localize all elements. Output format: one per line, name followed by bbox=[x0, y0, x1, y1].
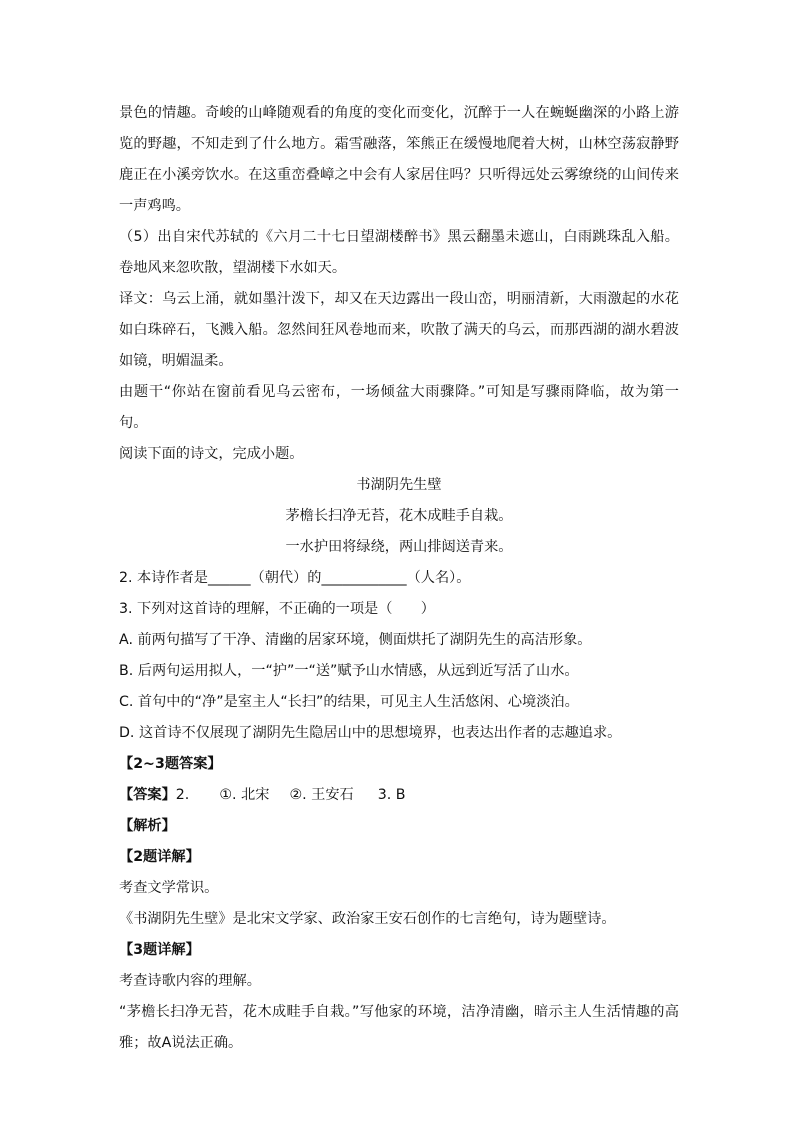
translation-paragraph-continued: 景色的情趣。奇峻的山峰随观看的角度的变化而变化，沉醉于一人在蜿蜒幽深的小路上游览的野趣，不知走到了什么地方。霜雪融落，笨熊正在缓慢地爬着大树，山林空荡寂静野鹿正在小溪旁饮水。在这重峦叠嶂之中会有人家居住吗？只听得远处云雾缭绕的山间传来一声鸡鸣。 bbox=[119, 105, 679, 214]
q2-detail-1: 考查文学常识。 bbox=[119, 880, 219, 896]
option-d: D. 这首诗不仅展现了湖阴先生隐居山中的思想境界，也表达出作者的志趣追求。 bbox=[119, 725, 622, 741]
poem-line-2: 一水护田将绿绕，两山排闼送青来。 bbox=[285, 539, 513, 555]
q2-detail-2: 《书湖阴先生壁》是北宋文学家、政治家王安石创作的七言绝句，诗为题壁诗。 bbox=[119, 911, 616, 927]
option-a: A. 前两句描写了干净、清幽的居家环境，侧面烘托了湖阴先生的高洁形象。 bbox=[119, 632, 592, 648]
reading-instruction: 阅读下面的诗文，完成小题。 bbox=[119, 446, 304, 462]
answer-3: 3. B bbox=[377, 787, 406, 803]
poem-title: 书湖阴先生壁 bbox=[356, 477, 442, 493]
answer-2-number: 2. bbox=[175, 787, 190, 803]
answer-label: 【答案】 bbox=[119, 787, 176, 803]
poem-line-1: 茅檐长扫净无苔，花木成畦手自栽。 bbox=[285, 508, 513, 524]
q3-detail-2: “茅檐长扫净无苔，花木成畦手自栽。”写他家的环境，洁净清幽，暗示主人生活情趣的高雅；故A说法正确。 bbox=[119, 1004, 679, 1051]
answer-2-dynasty: ①. 北宋 bbox=[219, 787, 270, 803]
question-2: 2. 本诗作者是______（朝代）的____________（人名）。 bbox=[119, 570, 471, 586]
answer-2-author: ②. 王安石 bbox=[289, 787, 354, 803]
reasoning-paragraph: 由题干“你站在窗前看见乌云密布，一场倾盆大雨骤降。”可知是写骤雨降临，故为第一句。 bbox=[119, 384, 679, 431]
q3-detail-1: 考查诗歌内容的理解。 bbox=[119, 973, 261, 989]
q2-detail-label: 【2题详解】 bbox=[119, 849, 200, 865]
answer-line bbox=[119, 780, 679, 811]
option-c: C. 首句中的“净”是室主人“长扫”的结果，可见主人生活悠闲、心境淡泊。 bbox=[119, 694, 579, 710]
poem-source-paragraph: （5）出自宋代苏轼的《六月二十七日望湖楼醉书》黑云翻墨未遮山，白雨跳珠乱入船。卷地风来忽吹散，望湖楼下水如天。 bbox=[119, 229, 679, 276]
answers-header: 【2~3题答案】 bbox=[119, 756, 222, 772]
translation-paragraph: 译文：乌云上涌，就如墨汁泼下，却又在天边露出一段山峦，明丽清新，大雨激起的水花如白珠碎石，飞溅入船。忽然间狂风卷地而来，吹散了满天的乌云，而那西湖的湖水碧波如镜，明媚温柔。 bbox=[119, 291, 679, 369]
option-b: B. 后两句运用拟人，一“护”一“送”赋予山水情感，从远到近写活了山水。 bbox=[119, 663, 579, 679]
q3-detail-label: 【3题详解】 bbox=[119, 942, 200, 958]
question-3: 3. 下列对这首诗的理解，不正确的一项是（ ） bbox=[119, 601, 435, 617]
analysis-label: 【解析】 bbox=[119, 818, 176, 834]
document-body bbox=[119, 98, 679, 1059]
